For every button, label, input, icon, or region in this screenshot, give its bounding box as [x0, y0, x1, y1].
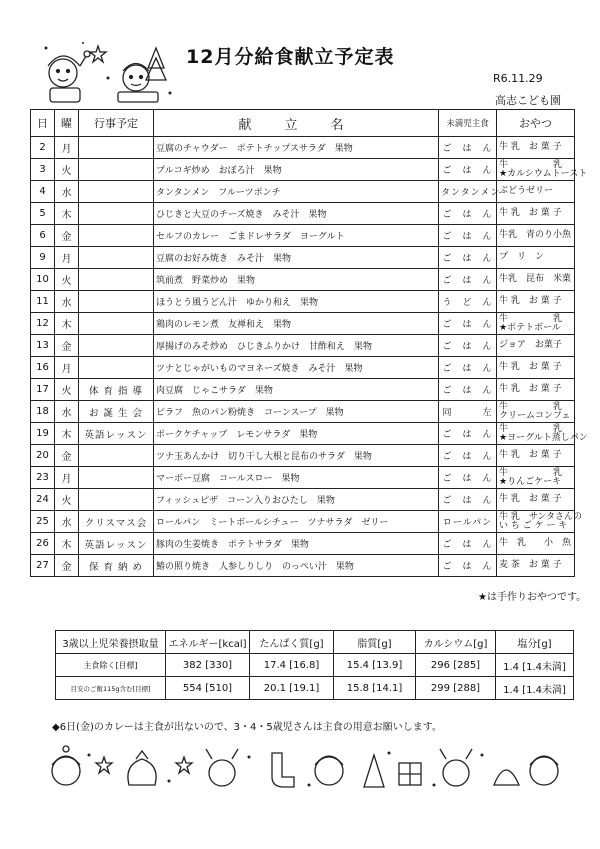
- menu-weekday: 月: [55, 247, 79, 269]
- nutrition-cell: 299 [288]: [416, 677, 496, 700]
- menu-dish: ツナ玉あんかけ 切り干し大根と昆布のサラダ 果物: [154, 445, 439, 467]
- nutrition-cell: 1.4 [1.4未満]: [496, 677, 574, 700]
- menu-event: [79, 225, 154, 247]
- menu-event: [79, 203, 154, 225]
- school-name: 高志こども園: [495, 94, 561, 107]
- christmas-kids-illustration: [38, 38, 178, 106]
- menu-staple: ご は ん: [439, 467, 497, 489]
- header-snack: おやつ: [497, 110, 575, 137]
- snack-line: 牛乳 青のり小魚: [499, 230, 572, 240]
- table-row: [31, 467, 575, 489]
- menu-staple: ご は ん: [439, 423, 497, 445]
- table-row: [31, 225, 575, 247]
- menu-day: 13: [31, 335, 55, 357]
- table-row: [31, 203, 575, 225]
- christmas-border-illustration: [44, 745, 564, 793]
- menu-event: [79, 181, 154, 203]
- menu-snack: [497, 269, 575, 291]
- snack-line: ★ヨーグルト蒸しパン: [499, 432, 588, 443]
- menu-snack: [497, 137, 575, 159]
- table-row: [31, 159, 575, 181]
- issue-date: R6.11.29: [493, 72, 543, 85]
- menu-day: 10: [31, 269, 55, 291]
- nutrition-header-cell: 脂質[g]: [334, 631, 416, 654]
- table-row: [31, 335, 575, 357]
- menu-staple: ご は ん: [439, 357, 497, 379]
- menu-snack: [497, 313, 575, 335]
- menu-event: 体 育 指 導: [79, 379, 154, 401]
- menu-staple: ご は ん: [439, 313, 497, 335]
- menu-event: 保 育 納 め: [79, 555, 154, 577]
- menu-snack: [497, 291, 575, 313]
- menu-event: [79, 137, 154, 159]
- snack-line: ぶどうゼリー: [499, 186, 554, 196]
- menu-dish: 豚肉の生姜焼き ポテトサラダ 果物: [154, 533, 439, 555]
- menu-event: [79, 269, 154, 291]
- menu-staple: タンタンメン: [439, 181, 497, 203]
- menu-snack: [497, 533, 575, 555]
- header-staple: 未満児主食: [439, 110, 497, 137]
- snack-line: ★カルシウムトースト: [499, 168, 588, 179]
- table-row: [31, 291, 575, 313]
- menu-weekday: 水: [55, 291, 79, 313]
- nutrition-row: [56, 654, 574, 677]
- snack-line: 牛 乳: [499, 467, 563, 478]
- menu-snack: [497, 225, 575, 247]
- menu-weekday: 金: [55, 335, 79, 357]
- nutrition-table: [55, 630, 574, 700]
- nutrition-cell: 554 [510]: [166, 677, 250, 700]
- menu-dish: プルコギ炒め おぼろ汁 果物: [154, 159, 439, 181]
- snack-line: 牛 乳: [499, 423, 563, 434]
- table-row: [31, 445, 575, 467]
- menu-dish: ピラフ 魚のパン粉焼き コーンスープ 果物: [154, 401, 439, 423]
- snack-line: 牛 乳 お 菓 子: [499, 362, 562, 372]
- menu-staple: う ど ん: [439, 291, 497, 313]
- menu-day: 17: [31, 379, 55, 401]
- nutrition-cell: 15.4 [13.9]: [334, 654, 416, 677]
- snack-line: い ち ご ケ ー キ: [499, 520, 568, 531]
- menu-weekday: 火: [55, 269, 79, 291]
- menu-day: 5: [31, 203, 55, 225]
- nutrition-header-cell: 塩分[g]: [496, 631, 574, 654]
- menu-snack: [497, 379, 575, 401]
- menu-staple: ご は ん: [439, 335, 497, 357]
- menu-dish: 筑前煮 野菜炒め 果物: [154, 269, 439, 291]
- menu-weekday: 金: [55, 555, 79, 577]
- menu-weekday: 火: [55, 489, 79, 511]
- menu-snack: [497, 203, 575, 225]
- menu-snack: [497, 335, 575, 357]
- menu-dish: ロールパン ミートボールシチュー ツナサラダ ゼリー: [154, 511, 439, 533]
- menu-day: 27: [31, 555, 55, 577]
- menu-day: 25: [31, 511, 55, 533]
- nutrition-header-row: [56, 631, 574, 654]
- menu-staple: ご は ん: [439, 137, 497, 159]
- menu-staple: ご は ん: [439, 533, 497, 555]
- menu-day: 3: [31, 159, 55, 181]
- menu-day: 4: [31, 181, 55, 203]
- menu-weekday: 水: [55, 401, 79, 423]
- nutrition-cell: 目安のご飯115g含む[目標]: [56, 677, 166, 700]
- snack-line: 牛乳 昆布 米菓: [499, 274, 572, 284]
- menu-day: 26: [31, 533, 55, 555]
- menu-event: 英語レッスン: [79, 423, 154, 445]
- menu-day: 12: [31, 313, 55, 335]
- menu-dish: 豆腐のお好み焼き みそ汁 果物: [154, 247, 439, 269]
- menu-day: 18: [31, 401, 55, 423]
- menu-snack: [497, 247, 575, 269]
- menu-staple: ご は ん: [439, 269, 497, 291]
- nutrition-cell: 20.1 [19.1]: [250, 677, 334, 700]
- menu-staple: ご は ん: [439, 445, 497, 467]
- menu-staple: ご は ん: [439, 225, 497, 247]
- snack-line: 牛 乳: [499, 401, 563, 412]
- menu-day: 24: [31, 489, 55, 511]
- menu-weekday: 水: [55, 511, 79, 533]
- menu-snack: [497, 401, 575, 423]
- menu-dish: 鰆の照り焼き 人参しりしり のっぺい汁 果物: [154, 555, 439, 577]
- menu-snack: [497, 445, 575, 467]
- snack-line: 牛 乳 お 菓 子: [499, 142, 562, 152]
- table-row: [31, 511, 575, 533]
- curry-note: ◆6日(金)のカレーは主食が出ないので、3・4・5歳児さんは主食の用意お願いします。: [52, 722, 442, 733]
- nutrition-row: [56, 677, 574, 700]
- snack-line: 牛 乳 お 菓 子: [499, 494, 562, 504]
- menu-event: 英語レッスン: [79, 533, 154, 555]
- table-row: [31, 313, 575, 335]
- menu-day: 16: [31, 357, 55, 379]
- menu-dish: ほうとう風うどん汁 ゆかり和え 果物: [154, 291, 439, 313]
- snack-line: 牛 乳 お 菓 子: [499, 450, 562, 460]
- menu-weekday: 木: [55, 423, 79, 445]
- menu-event: [79, 489, 154, 511]
- table-row: [31, 269, 575, 291]
- menu-staple: ご は ん: [439, 555, 497, 577]
- menu-event: [79, 467, 154, 489]
- menu-event: お 誕 生 会: [79, 401, 154, 423]
- menu-snack: [497, 357, 575, 379]
- handmade-note: ★は手作りおやつです。: [478, 592, 587, 603]
- table-row: [31, 181, 575, 203]
- snack-line: 牛 乳 サンタさんの: [499, 511, 583, 522]
- nutrition-cell: 17.4 [16.8]: [250, 654, 334, 677]
- menu-dish: ツナとじゃがいものマヨネーズ焼き みそ汁 果物: [154, 357, 439, 379]
- menu-day: 11: [31, 291, 55, 313]
- menu-dish: 肉豆腐 じゃこサラダ 果物: [154, 379, 439, 401]
- menu-event: [79, 291, 154, 313]
- snack-line: 牛 乳 お 菓 子: [499, 208, 562, 218]
- menu-weekday: 木: [55, 313, 79, 335]
- menu-staple: ご は ん: [439, 489, 497, 511]
- menu-staple: ロールパン: [439, 511, 497, 533]
- menu-event: [79, 445, 154, 467]
- nutrition-cell: 382 [330]: [166, 654, 250, 677]
- menu-snack: [497, 489, 575, 511]
- menu-event: [79, 357, 154, 379]
- table-row: [31, 423, 575, 445]
- menu-day: 9: [31, 247, 55, 269]
- nutrition-cell: 主食除く[目標]: [56, 654, 166, 677]
- nutrition-header-cell: エネルギー[kcal]: [166, 631, 250, 654]
- menu-weekday: 月: [55, 137, 79, 159]
- table-row: [31, 401, 575, 423]
- menu-weekday: 火: [55, 159, 79, 181]
- menu-snack: [497, 159, 588, 181]
- menu-snack: [497, 467, 575, 489]
- snack-line: 牛 乳: [499, 159, 563, 170]
- menu-day: 6: [31, 225, 55, 247]
- menu-weekday: 金: [55, 445, 79, 467]
- menu-table: [30, 109, 588, 577]
- menu-event: [79, 159, 154, 181]
- menu-weekday: 木: [55, 533, 79, 555]
- menu-event: [79, 313, 154, 335]
- menu-day: 19: [31, 423, 55, 445]
- table-row: [31, 379, 575, 401]
- menu-staple: ご は ん: [439, 247, 497, 269]
- snack-line: ★りんごケーキ: [499, 476, 562, 487]
- snack-line: ジョア お菓子: [499, 340, 562, 350]
- snack-line: ★ポテトボール: [499, 322, 561, 333]
- menu-weekday: 月: [55, 357, 79, 379]
- menu-dish: マーボー豆腐 コールスロー 果物: [154, 467, 439, 489]
- menu-snack: [497, 511, 583, 533]
- menu-staple: ご は ん: [439, 159, 497, 181]
- nutrition-cell: 15.8 [14.1]: [334, 677, 416, 700]
- snack-line: 牛 乳 お 菓 子: [499, 296, 562, 306]
- menu-staple: ご は ん: [439, 379, 497, 401]
- page-title: 12月分給食献立予定表: [186, 46, 395, 68]
- table-row: [31, 555, 575, 577]
- table-row: [31, 137, 575, 159]
- menu-day: 23: [31, 467, 55, 489]
- menu-dish: セルフのカレー ごまドレサラダ ヨーグルト: [154, 225, 439, 247]
- menu-weekday: 火: [55, 379, 79, 401]
- menu-weekday: 水: [55, 181, 79, 203]
- menu-event: [79, 247, 154, 269]
- menu-weekday: 金: [55, 225, 79, 247]
- header-dish: 献 立 名: [154, 110, 439, 137]
- menu-event: クリスマス会: [79, 511, 154, 533]
- menu-snack: [497, 423, 588, 445]
- header-day: 日: [31, 110, 55, 137]
- table-row: [31, 489, 575, 511]
- snack-line: クリームコンフェ: [499, 410, 571, 421]
- menu-dish: 厚揚げのみそ炒め ひじきふりかけ 甘酢和え 果物: [154, 335, 439, 357]
- snack-line: プ リ ン: [499, 252, 545, 262]
- menu-dish: 豆腐のチャウダー ポテトチップスサラダ 果物: [154, 137, 439, 159]
- header-event: 行事予定: [79, 110, 154, 137]
- menu-staple: 同 左: [439, 401, 497, 423]
- menu-dish: フィッシュピザ コーン入りおひたし 果物: [154, 489, 439, 511]
- menu-day: 2: [31, 137, 55, 159]
- table-row: [31, 533, 575, 555]
- nutrition-header-cell: たんぱく質[g]: [250, 631, 334, 654]
- menu-weekday: 月: [55, 467, 79, 489]
- nutrition-header-cell: 3歳以上児栄養摂取量: [56, 631, 166, 654]
- menu-event: [79, 335, 154, 357]
- menu-day: 20: [31, 445, 55, 467]
- snack-line: 牛 乳 お 菓 子: [499, 384, 562, 394]
- snack-line: 牛 乳 小 魚: [499, 538, 572, 548]
- menu-dish: 鶏肉のレモン煮 友禅和え 果物: [154, 313, 439, 335]
- snack-line: 麦 茶 お 菓 子: [499, 560, 562, 570]
- header-weekday: 曜: [55, 110, 79, 137]
- table-row: [31, 247, 575, 269]
- nutrition-header-cell: カルシウム[g]: [416, 631, 496, 654]
- menu-staple: ご は ん: [439, 203, 497, 225]
- menu-snack: [497, 555, 575, 577]
- nutrition-cell: 1.4 [1.4未満]: [496, 654, 574, 677]
- nutrition-cell: 296 [285]: [416, 654, 496, 677]
- snack-line: 牛 乳: [499, 313, 563, 324]
- table-row: [31, 357, 575, 379]
- menu-snack: [497, 181, 575, 203]
- menu-dish: ポークケチャップ レモンサラダ 果物: [154, 423, 439, 445]
- menu-dish: タンタンメン フルーツポンチ: [154, 181, 439, 203]
- menu-weekday: 木: [55, 203, 79, 225]
- menu-dish: ひじきと大豆のチーズ焼き みそ汁 果物: [154, 203, 439, 225]
